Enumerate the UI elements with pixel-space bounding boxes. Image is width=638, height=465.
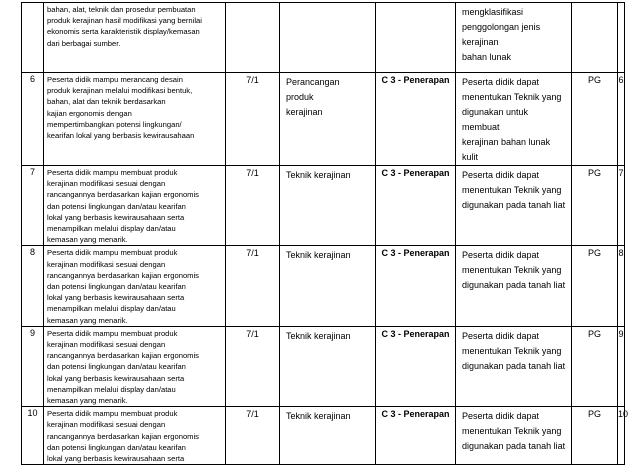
table-row (22, 3, 625, 73)
question-indicator: Peserta didik dapat menentukan Teknik yang digunakan pada tanah liat (462, 170, 566, 210)
question-number: 10 (618, 407, 625, 465)
question-number: 8 (618, 246, 625, 326)
row-number: 9 (22, 326, 44, 406)
question-indicator: Peserta didik dapat menentukan Teknik yang digunakan untuk membuat kerajinan bahan lunak kulit (462, 77, 562, 162)
material: Teknik kerajinan (286, 411, 351, 422)
row-number: 10 (22, 407, 44, 465)
question-form: PG (572, 326, 618, 406)
question-form: PG (572, 166, 618, 246)
question-indicator: Peserta didik dapat menentukan Teknik yang digunakan pada tanah liat (462, 330, 566, 371)
competency-indicator: Peserta didik mampu membuat produk kerajinan modifikasi sesuai dengan rancangannya berdasarkan kajian ergonomis dan potensi lingkungan dan/atau kearifan lokal yang berbasis kewirausahaan serta menampilkan melalui display dan/atau kemasan yang menarik. (47, 328, 199, 406)
row-number: 7 (22, 166, 44, 246)
material: Perancangan produk kerajinan (286, 77, 340, 117)
question-form: PG (572, 407, 618, 465)
class-semester: 7/1 (226, 166, 280, 246)
table-row (22, 407, 625, 465)
cognitive-level (376, 3, 456, 73)
question-indicator: Peserta didik dapat menentukan Teknik yang digunakan pada tanah liat (462, 411, 566, 452)
material: Teknik kerajinan (286, 330, 351, 341)
cognitive-level: C 3 - Penerapan (376, 407, 456, 465)
competency-indicator: Peserta didik mampu merancang desain produk kerajinan melalui modifikasi bentuk, bahan, alat dan teknik berdasarkan kajian ergonomis dengan mempertimbangkan potensi lingkungan/ kearifan lokal yang berbasis kewirausahaan (47, 75, 195, 141)
material: Teknik kerajinan (286, 250, 351, 261)
cognitive-level: C 3 - Penerapan (376, 73, 456, 166)
class-semester (226, 3, 280, 73)
cognitive-level: C 3 - Penerapan (376, 246, 456, 326)
question-form: PG (572, 73, 618, 166)
class-semester: 7/1 (226, 326, 280, 406)
table-row (22, 326, 625, 406)
class-semester: 7/1 (226, 73, 280, 166)
competency-indicator: Peserta didik mampu membuat produk kerajinan modifikasi sesuai dengan rancangannya berdasarkan kajian ergonomis dan potensi lingkungan dan/atau kearifan lokal yang berbasis kewirausahaan serta (47, 409, 199, 464)
material: Teknik kerajinan (286, 170, 351, 180)
row-number (22, 3, 44, 73)
question-number: 6 (618, 73, 625, 166)
question-indicator: Peserta didik dapat menentukan Teknik yang digunakan pada tanah liat (462, 250, 566, 291)
competency-indicator: Peserta didik mampu membuat produk kerajinan modifikasi sesuai dengan rancangannya berdasarkan kajian ergonomis dan potensi lingkungan dan/atau kearifan lokal yang berbasis kewirausahaan serta menampilkan melalui display dan/atau kemasan yang menarik. (47, 168, 199, 245)
class-semester: 7/1 (226, 246, 280, 326)
question-number: 7 (618, 166, 625, 246)
competency-indicator: bahan, alat, teknik dan prosedur pembuatan produk kerajinan hasil modifikasi yang bernilai ekonomis serta karakteristik display/kemasan dari berbagai sumber. (47, 5, 202, 48)
row-number: 8 (22, 246, 44, 326)
table-row (22, 246, 625, 326)
row-number: 6 (22, 73, 44, 166)
cognitive-level: C 3 - Penerapan (376, 166, 456, 246)
question-number (618, 3, 625, 73)
question-form (572, 3, 618, 73)
cognitive-level: C 3 - Penerapan (376, 326, 456, 406)
question-indicator: mengklasifikasi penggolongan jenis kerajinan bahan lunak (462, 7, 541, 62)
question-form: PG (572, 246, 618, 326)
kisi-kisi-table (21, 2, 629, 465)
table-row (22, 73, 625, 166)
question-number: 9 (618, 326, 625, 406)
competency-indicator: Peserta didik mampu membuat produk kerajinan modifikasi sesuai dengan rancangannya berdasarkan kajian ergonomis dan potensi lingkungan dan/atau kearifan lokal yang berbasis kewirausahaan serta menampilkan melalui display dan/atau kemasan yang menarik. (47, 248, 199, 325)
table-row (22, 166, 625, 246)
class-semester: 7/1 (226, 407, 280, 465)
